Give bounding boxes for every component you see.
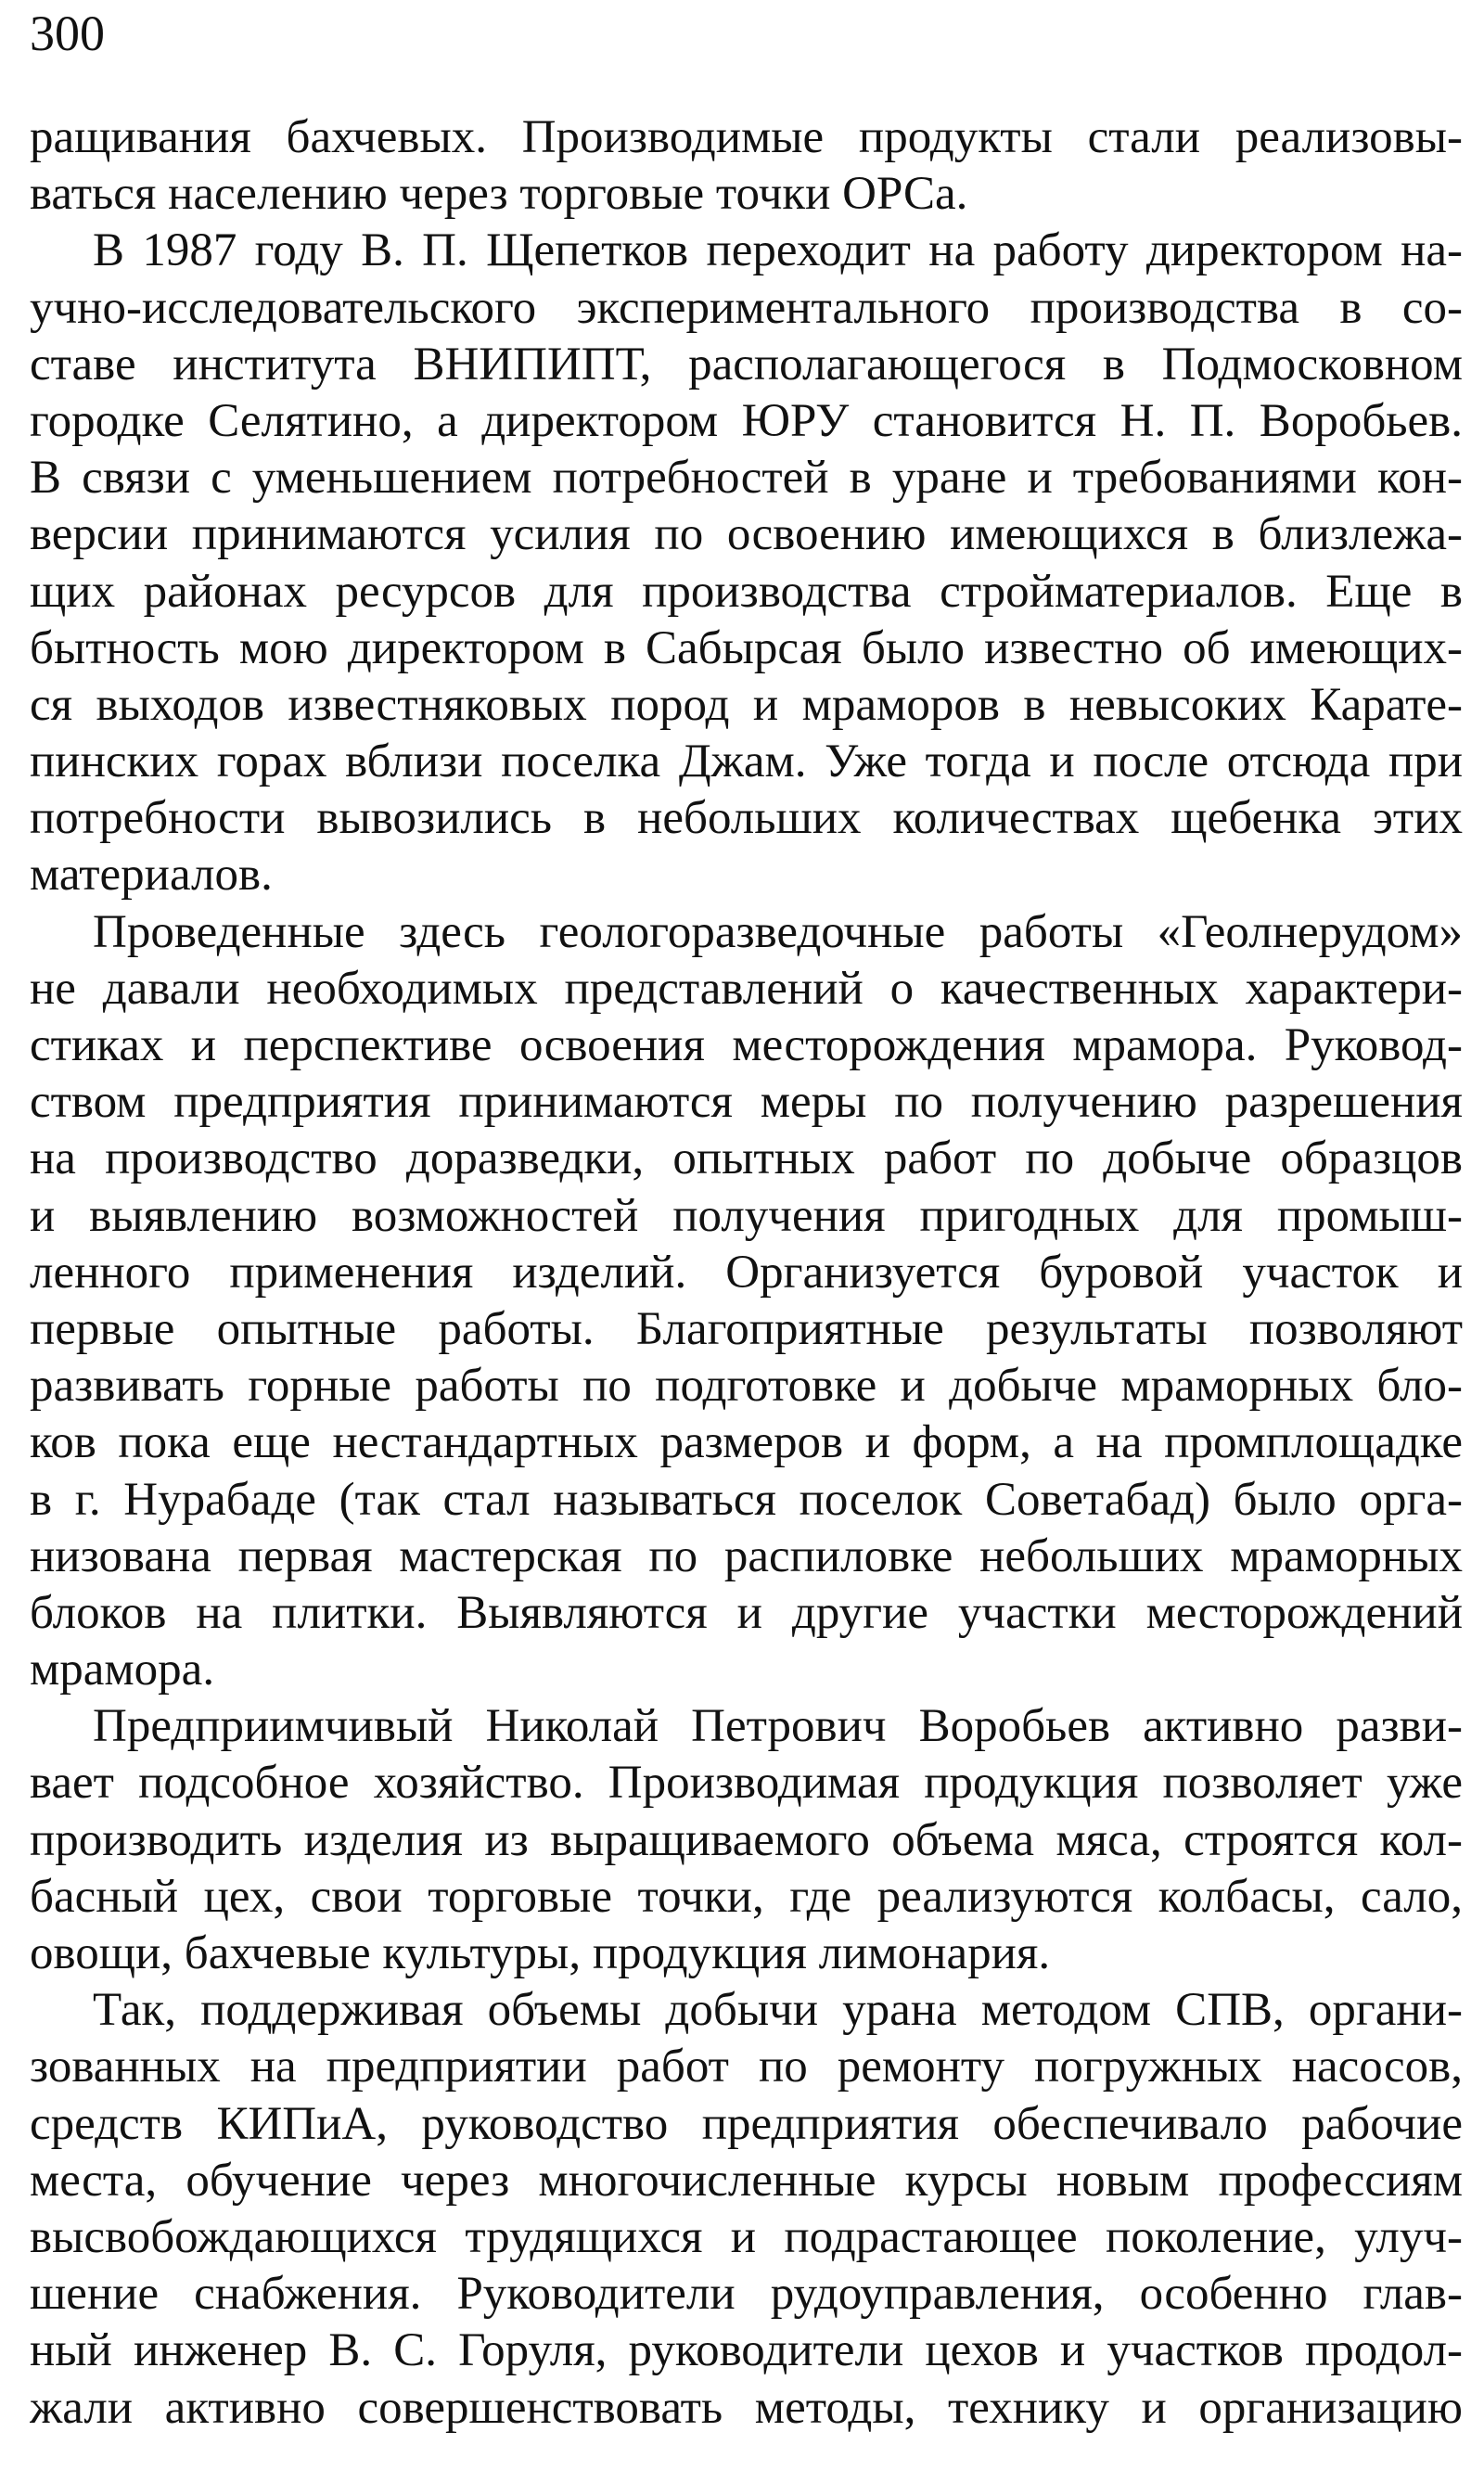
text-line: и выявлению возможностей получения пригодных для промыш- [30, 1189, 1463, 1242]
text-line: ленного применения изделий. Организуется буровой участок и [30, 1246, 1463, 1299]
text-line: В связи с уменьшением потребностей в уране и требованиями кон- [30, 452, 1463, 505]
text-line: ный инженер В. С. Горуля, руководители цехов и участков продол- [30, 2324, 1463, 2377]
text-line: бытность мою директором в Сабырсая было известно об имеющих- [30, 621, 1463, 674]
text-line: версии принимаются усилия по освоению имеющихся в близлежа- [30, 508, 1463, 561]
text-line: места, обучение через многочисленные курсы новым профессиям [30, 2154, 1463, 2207]
paragraph-first-line: Проведенные здесь геологоразведочные работы «Геолнерудом» [93, 905, 1463, 958]
paragraph-first-line: Предприимчивый Николай Петрович Воробьев активно разви- [93, 1700, 1463, 1753]
text-line: шение снабжения. Руководители рудоуправления, особенно глав- [30, 2268, 1463, 2321]
page-body-text [30, 109, 1463, 2437]
text-line: городке Селятино, а директором ЮРУ становится Н. П. Воробьев. [30, 394, 1463, 447]
text-line: потребности вывозились в небольших количествах щебенка этих [30, 792, 1463, 845]
text-line: на производство доразведки, опытных работ по добыче образцов [30, 1133, 1463, 1185]
text-line: басный цех, свои торговые точки, где реализуются колбасы, сало, [30, 1870, 1463, 1923]
text-line: первые опытные работы. Благоприятные результаты позволяют [30, 1302, 1463, 1355]
text-line: стиках и перспективе освоения месторождения мрамора. Руковод- [30, 1019, 1463, 1071]
text-line: высвобождающихся трудящихся и подрастающее поколение, улуч- [30, 2210, 1463, 2263]
text-line: в г. Нурабаде (так стал называться поселок Советабад) было орга- [30, 1473, 1463, 1526]
text-line: пинских горах вблизи поселка Джам. Уже тогда и после отсюда при [30, 736, 1463, 788]
text-line: низована первая мастерская по распиловке небольших мраморных [30, 1529, 1463, 1582]
text-line: блоков на плитки. Выявляются и другие участки месторождений [30, 1586, 1463, 1639]
paragraph-first-line: В 1987 году В. П. Щепетков переходит на работу директором на- [93, 224, 1463, 277]
text-line: развивать горные работы по подготовке и добыче мраморных бло- [30, 1360, 1463, 1413]
text-line: производить изделия из выращиваемого объема мяса, строятся кол- [30, 1813, 1463, 1866]
text-line: жали активно совершенствовать методы, технику и организацию [30, 2381, 1463, 2434]
text-line: мрамора. [30, 1644, 215, 1696]
text-line: не давали необходимых представлений о качественных характери- [30, 962, 1463, 1015]
text-line: ся выходов известняковых пород и мраморов в невысоких Карате- [30, 678, 1463, 731]
text-line: учно-исследовательского экспериментального производства в со- [30, 281, 1463, 334]
text-line: ков пока еще нестандартных размеров и форм, а на промплощадке [30, 1416, 1463, 1469]
text-line: средств КИПиА, руководство предприятия обеспечивало рабочие [30, 2097, 1463, 2150]
text-line: ваться населению через торговые точки ОРСа. [30, 168, 968, 221]
text-line: зованных на предприятии работ по ремонту погружных насосов, [30, 2041, 1463, 2093]
text-line: ращивания бахчевых. Производимые продукты стали реализовы- [30, 111, 1463, 163]
text-line: ставе института ВНИПИПТ, располагающегося в Подмосковном [30, 338, 1463, 390]
text-line: щих районах ресурсов для производства стройматериалов. Еще в [30, 565, 1463, 618]
text-line: ством предприятия принимаются меры по получению разрешения [30, 1076, 1463, 1129]
text-line: вает подсобное хозяйство. Производимая продукция позволяет уже [30, 1757, 1463, 1810]
paragraph-first-line: Так, поддерживая объемы добычи урана методом СПВ, органи- [93, 1984, 1463, 2037]
page-number: 300 [30, 6, 105, 61]
text-line: овощи, бахчевые культуры, продукция лимонария. [30, 1927, 1051, 1979]
text-line: материалов. [30, 849, 273, 902]
